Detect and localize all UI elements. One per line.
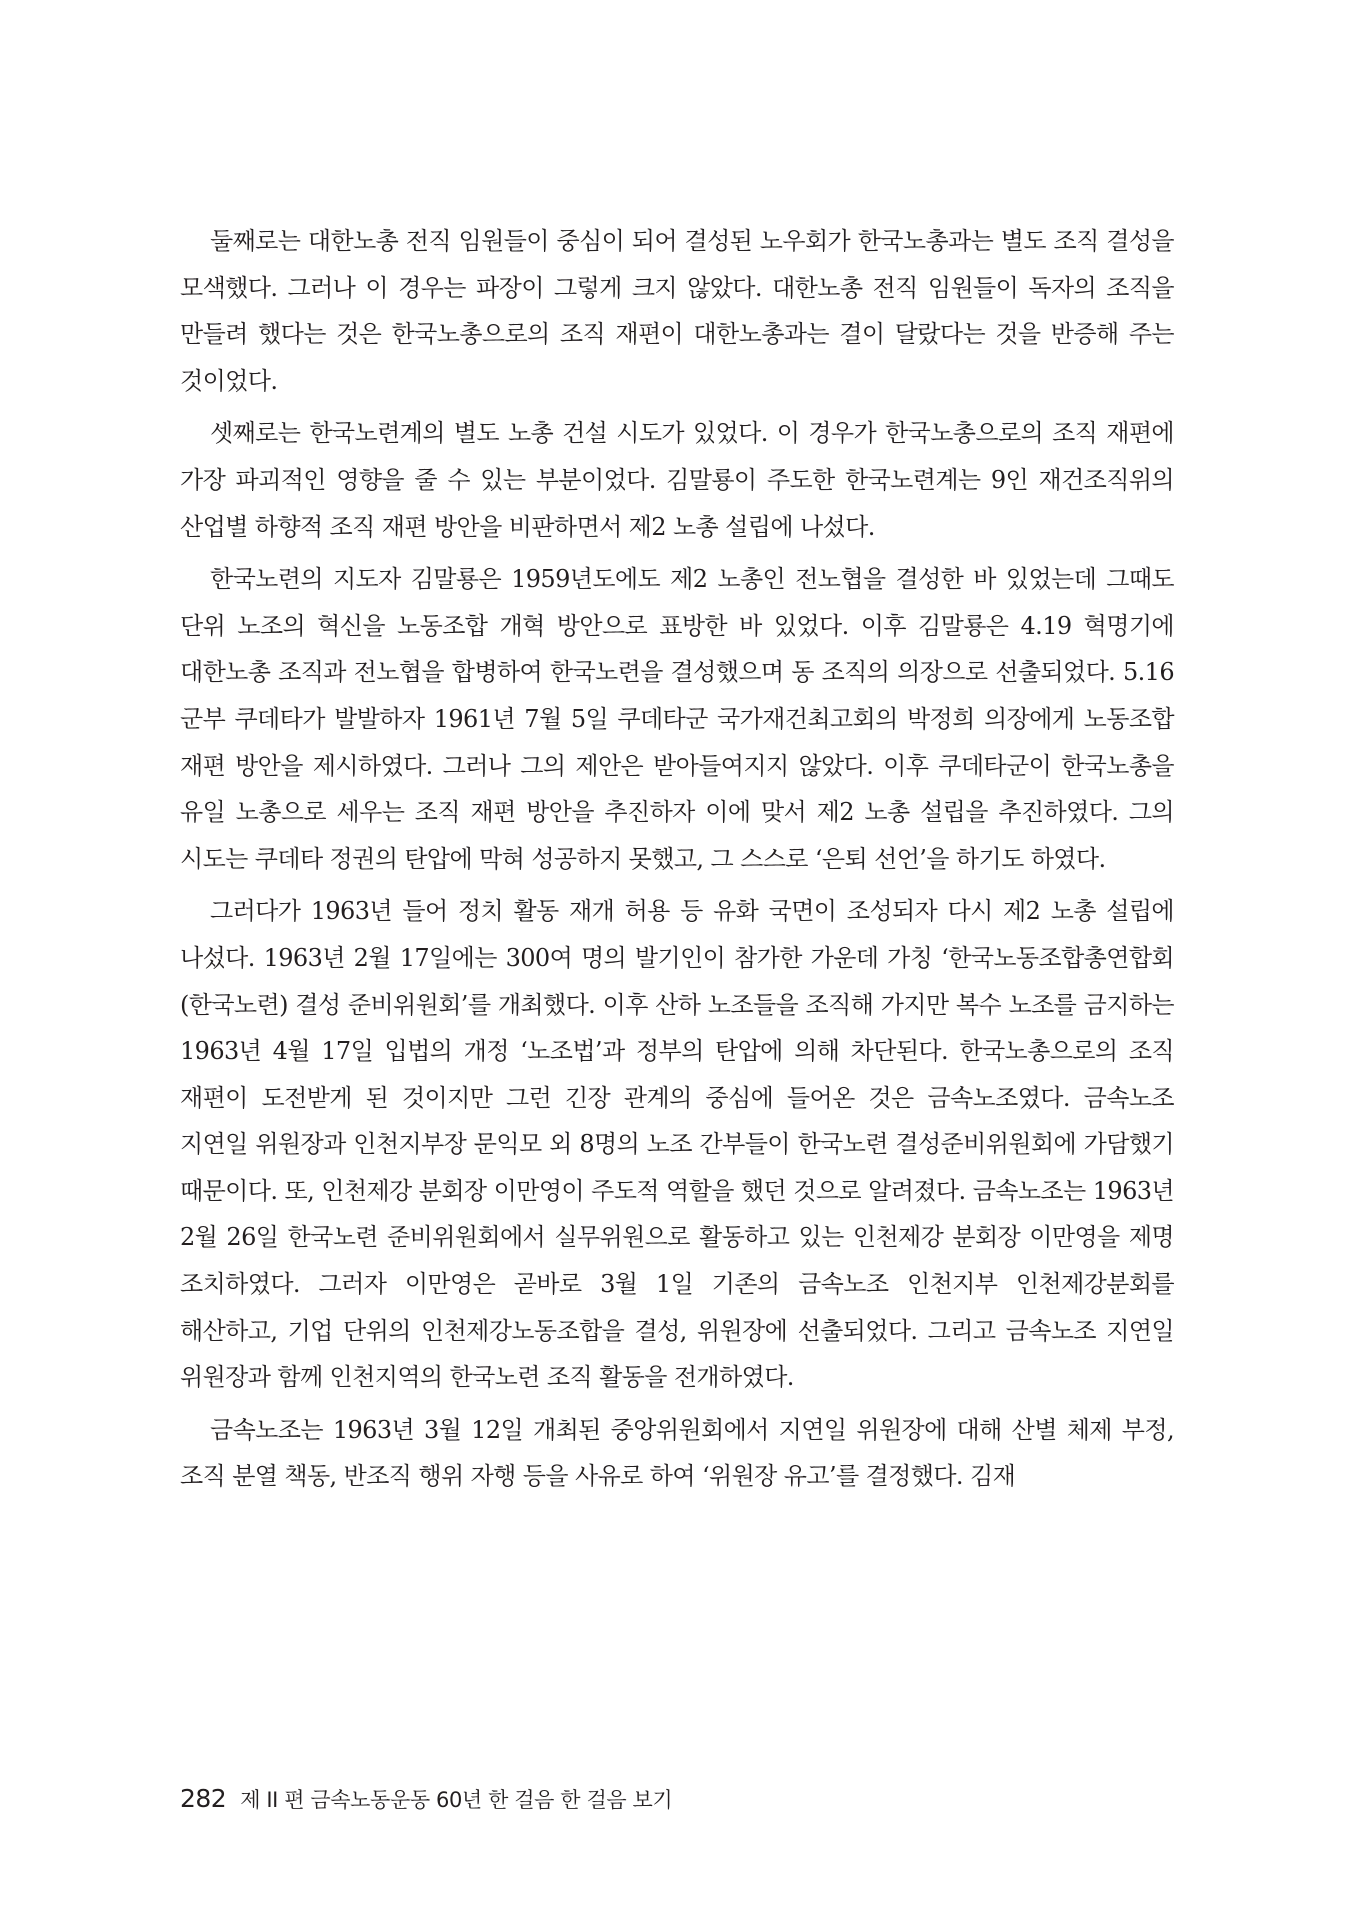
paragraph-4: 그러다가 1963년 들어 정치 활동 재개 허용 등 유화 국면이 조성되자 다시 제2 노총 설립에 나섰다. 1963년 2월 17일에는 300여 명의 발기인이 참가한 가운데 가칭 ‘한국노동조합총연합회(한국노련) 결성 준비위원회’를 개최했다. 이후 산하 노조들을 조직해 가지만 복수 노조를 금지하는 1963년 4월 17일 입법의 개정 ‘노조법’과 정부의 탄압에 의해 차단된다. 한국노총으로의 조직 재편이 도전받게 된 것이지만 그런 긴장 관계의 중심에 들어온 것은 금속노조였다. 금속노조 지연일 위원장과 인천지부장 문익모 외 8명의 노조 간부들이 한국노련 결성준비위원회에 가담했기 때문이다. 또, 인천제강 분회장 이만영이 주도적 역할을 했던 것으로 알려졌다. 금속노조는 1963년 2월 26일 한국노련 준비위원회에서 실무위원으로 활동하고 있는 인천제강 분회장 이만영을 제명 조치하였다. 그러자 이만영은 곧바로 3월 1일 기존의 금속노조 인천지부 인천제강분회를 해산하고, 기업 단위의 인천제강노동조합을 결성, 위원장에 선출되었다. 그리고 금속노조 지연일 위원장과 함께 인천지역의 한국노련 조직 활동을 전개하였다.: [180, 897, 1174, 1392]
paragraph-5: 금속노조는 1963년 3월 12일 개최된 중앙위원회에서 지연일 위원장에 대해 산별 체제 부정, 조직 분열 책동, 반조직 행위 자행 등을 사유로 하여 ‘위원장 유고’를 결정했다. 김재: [180, 1415, 1174, 1491]
paragraph-2: 셋째로는 한국노련계의 별도 노총 건설 시도가 있었다. 이 경우가 한국노총으로의 조직 재편에 가장 파괴적인 영향을 줄 수 있는 부분이었다. 김말룡이 주도한 한국노련계는 9인 재건조직위의 산업별 하향적 조직 재편 방안을 비판하면서 제2 노총 설립에 나섰다.: [180, 419, 1174, 541]
body-text: [180, 218, 1174, 1506]
paragraph-1: 둘째로는 대한노총 전직 임원들이 중심이 되어 결성된 노우회가 한국노총과는 별도 조직 결성을 모색했다. 그러나 이 경우는 파장이 그렇게 크지 않았다. 대한노총 전직 임원들이 독자의 조직을 만들려 했다는 것은 한국노총으로의 조직 재편이 대한노총과는 결이 달랐다는 것을 반증해 주는 것이었다.: [180, 227, 1174, 395]
running-title: 제 II 편 금속노동운동 60년 한 걸음 한 걸음 보기: [240, 1788, 673, 1812]
page-footer: [180, 1784, 672, 1818]
paragraph-3: 한국노련의 지도자 김말룡은 1959년도에도 제2 노총인 전노협을 결성한 바 있었는데 그때도 단위 노조의 혁신을 노동조합 개혁 방안으로 표방한 바 있었다. 이후 김말룡은 4.19 혁명기에 대한노총 조직과 전노협을 합병하여 한국노련을 결성했으며 동 조직의 의장으로 선출되었다. 5.16 군부 쿠데타가 발발하자 1961년 7월 5일 쿠데타군 국가재건최고회의 박정희 의장에게 노동조합 재편 방안을 제시하였다. 그러나 그의 제안은 받아들여지지 않았다. 이후 쿠데타군이 한국노총을 유일 노총으로 세우는 조직 재편 방안을 추진하자 이에 맞서 제2 노총 설립을 추진하였다. 그의 시도는 쿠데타 정권의 탄압에 막혀 성공하지 못했고, 그 스스로 ‘은퇴 선언’을 하기도 하였다.: [180, 565, 1174, 873]
page-number: 282: [180, 1784, 227, 1813]
